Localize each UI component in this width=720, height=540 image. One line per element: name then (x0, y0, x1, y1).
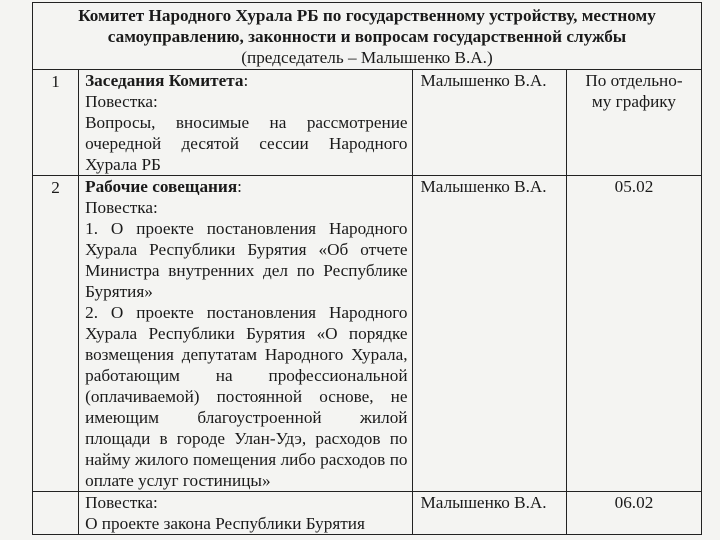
responsible-person: Малышенко В.А. (412, 70, 566, 176)
row-number: 1 (33, 70, 79, 176)
agenda-item: 2. О проекте постановления Народного Хурала Республики Бурятия «О порядке возмещения депутатам Народного Хурала, работающим на профессиональной (оплачиваемой) постоянной основе, не имеющим благоустроенной жилой площади в городе Улан-Удэ, расходов по найму жилого помещения либо расходов по оплате услуг гостиницы» (85, 303, 408, 490)
agenda-item: 1. О проекте постановления Народного Хурала Республики Бурятия «Об отчете Министра внутренних дел по Республике Бурятия» (85, 219, 408, 301)
agenda-label: Повестка: (85, 198, 158, 217)
agenda-label: Повестка: (85, 493, 158, 512)
table-row (33, 492, 702, 535)
table-row (33, 176, 702, 492)
committee-header-row (33, 3, 702, 70)
plan-table (32, 2, 702, 535)
responsible-person: Малышенко В.А. (412, 492, 566, 535)
row-title-suffix: : (243, 71, 249, 90)
row-number: 2 (33, 176, 79, 492)
committee-header (33, 3, 702, 70)
agenda-label: Повестка: (85, 92, 158, 111)
row-title: Рабочие совещания (85, 177, 238, 196)
row-content (79, 176, 412, 492)
row-content (79, 70, 412, 176)
row-date: 05.02 (566, 176, 701, 492)
table-row (33, 70, 702, 176)
committee-title-line-1: Комитет Народного Хурала РБ по государственному устройству, местному (78, 6, 656, 25)
agenda-item: Вопросы, вносимые на рассмотрение очередной десятой сессии Народного Хурала РБ (85, 113, 408, 174)
committee-title-line-2: самоуправлению, законности и вопросам государственной службы (107, 27, 627, 46)
committee-chair: (председатель – Малышенко В.А.) (241, 48, 493, 67)
agenda-item: О проекте закона Республики Бурятия (85, 514, 365, 533)
row-date: По отдельно- му графику (566, 70, 701, 176)
row-title: Заседания Комитета (85, 71, 244, 90)
row-date: 06.02 (566, 492, 701, 535)
row-number (33, 492, 79, 535)
row-title-suffix: : (237, 177, 242, 196)
responsible-person: Малышенко В.А. (412, 176, 566, 492)
row-content (79, 492, 412, 535)
